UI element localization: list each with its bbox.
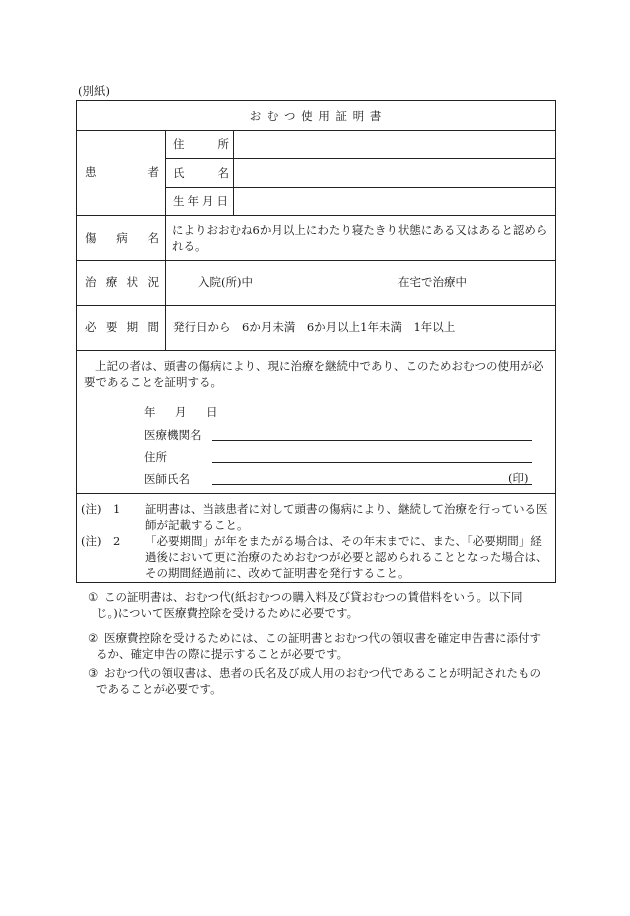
period-label: 必 要 期 間 [85, 320, 159, 334]
disease-label: 傷 病 名 [85, 231, 159, 245]
treatment-label: 治 療 状 況 [85, 275, 159, 289]
footnote-marker: ① [88, 590, 99, 604]
footnote-text: この証明書は、おむつ代(紙おむつの購入料及び貸おむつの賃借料をいう。以下同じ。)について医療費控除を受けるために必要です。 [96, 590, 523, 620]
note-marker: (注) 2 [81, 534, 121, 548]
footnote-text: おむつ代の領収書は、患者の氏名及び成人用のおむつ代であることが明記されたものであることが必要です。 [96, 666, 541, 696]
note-marker: (注) 1 [81, 502, 121, 516]
rule-period [77, 350, 555, 351]
doctor-name-line [212, 484, 532, 485]
issue-date-label: 年 月 日 [144, 405, 222, 419]
rule-label-column [165, 130, 166, 350]
rule-treatment [77, 305, 555, 306]
rule-sublabel-column [233, 130, 234, 215]
rule-title [77, 130, 555, 131]
name-row-label: 氏 名 [173, 166, 229, 180]
rule-name [165, 187, 555, 188]
address-line [212, 462, 532, 463]
rule-notes [77, 493, 555, 494]
note-text: 「必要期間」が年をまたがる場合は、その年末までに、また、「必要期間」経過後において更に治療のためおむつが必要と認められることとなった場合は、その期間経過前に、改めて証明書を発行すること。 [145, 534, 548, 580]
treatment-option-inpatient: 入院(所)中 [198, 275, 253, 289]
patient-label: 患 者 [85, 165, 159, 179]
dob-row-label: 生年月日 [173, 194, 231, 208]
rule-patient [77, 215, 555, 216]
footnote-text: 医療費控除を受けるためには、この証明書とおむつ代の領収書を確定申告書に添付するか、確定申告の際に提示することが必要です。 [96, 631, 541, 661]
certification-text: 上記の者は、頭書の傷病により、現に治療を継続中であり、このためおむつの使用が必要であることを証明する。 [84, 359, 544, 389]
treatment-option-home: 在宅で治療中 [398, 275, 467, 289]
disease-text: によりおおむね6か月以上にわたり寝たきり状態にある又はあると認められる。 [172, 223, 548, 253]
address-row-label: 住 所 [173, 137, 229, 151]
note-text: 証明書は、当該患者に対して頭書の傷病により、継続して治療を行っている医師が記載すること。 [145, 502, 548, 532]
institution-line [212, 440, 532, 441]
institution-label: 医療機関名 [144, 428, 202, 442]
doctor-name-label: 医師氏名 [144, 472, 190, 486]
period-options: 発行日から 6か月未満 6か月以上1年未満 1年以上 [173, 320, 456, 334]
rule-address [165, 158, 555, 159]
footnote-marker: ③ [88, 666, 99, 680]
certificate-form [76, 100, 556, 583]
seal-label: (印) [508, 471, 529, 485]
rule-disease [77, 260, 555, 261]
form-title: お む つ 使 用 証 明 書 [249, 109, 383, 123]
address-label: 住所 [144, 450, 167, 464]
footnote-marker: ② [88, 631, 99, 645]
attachment-label: (別紙) [78, 84, 110, 98]
